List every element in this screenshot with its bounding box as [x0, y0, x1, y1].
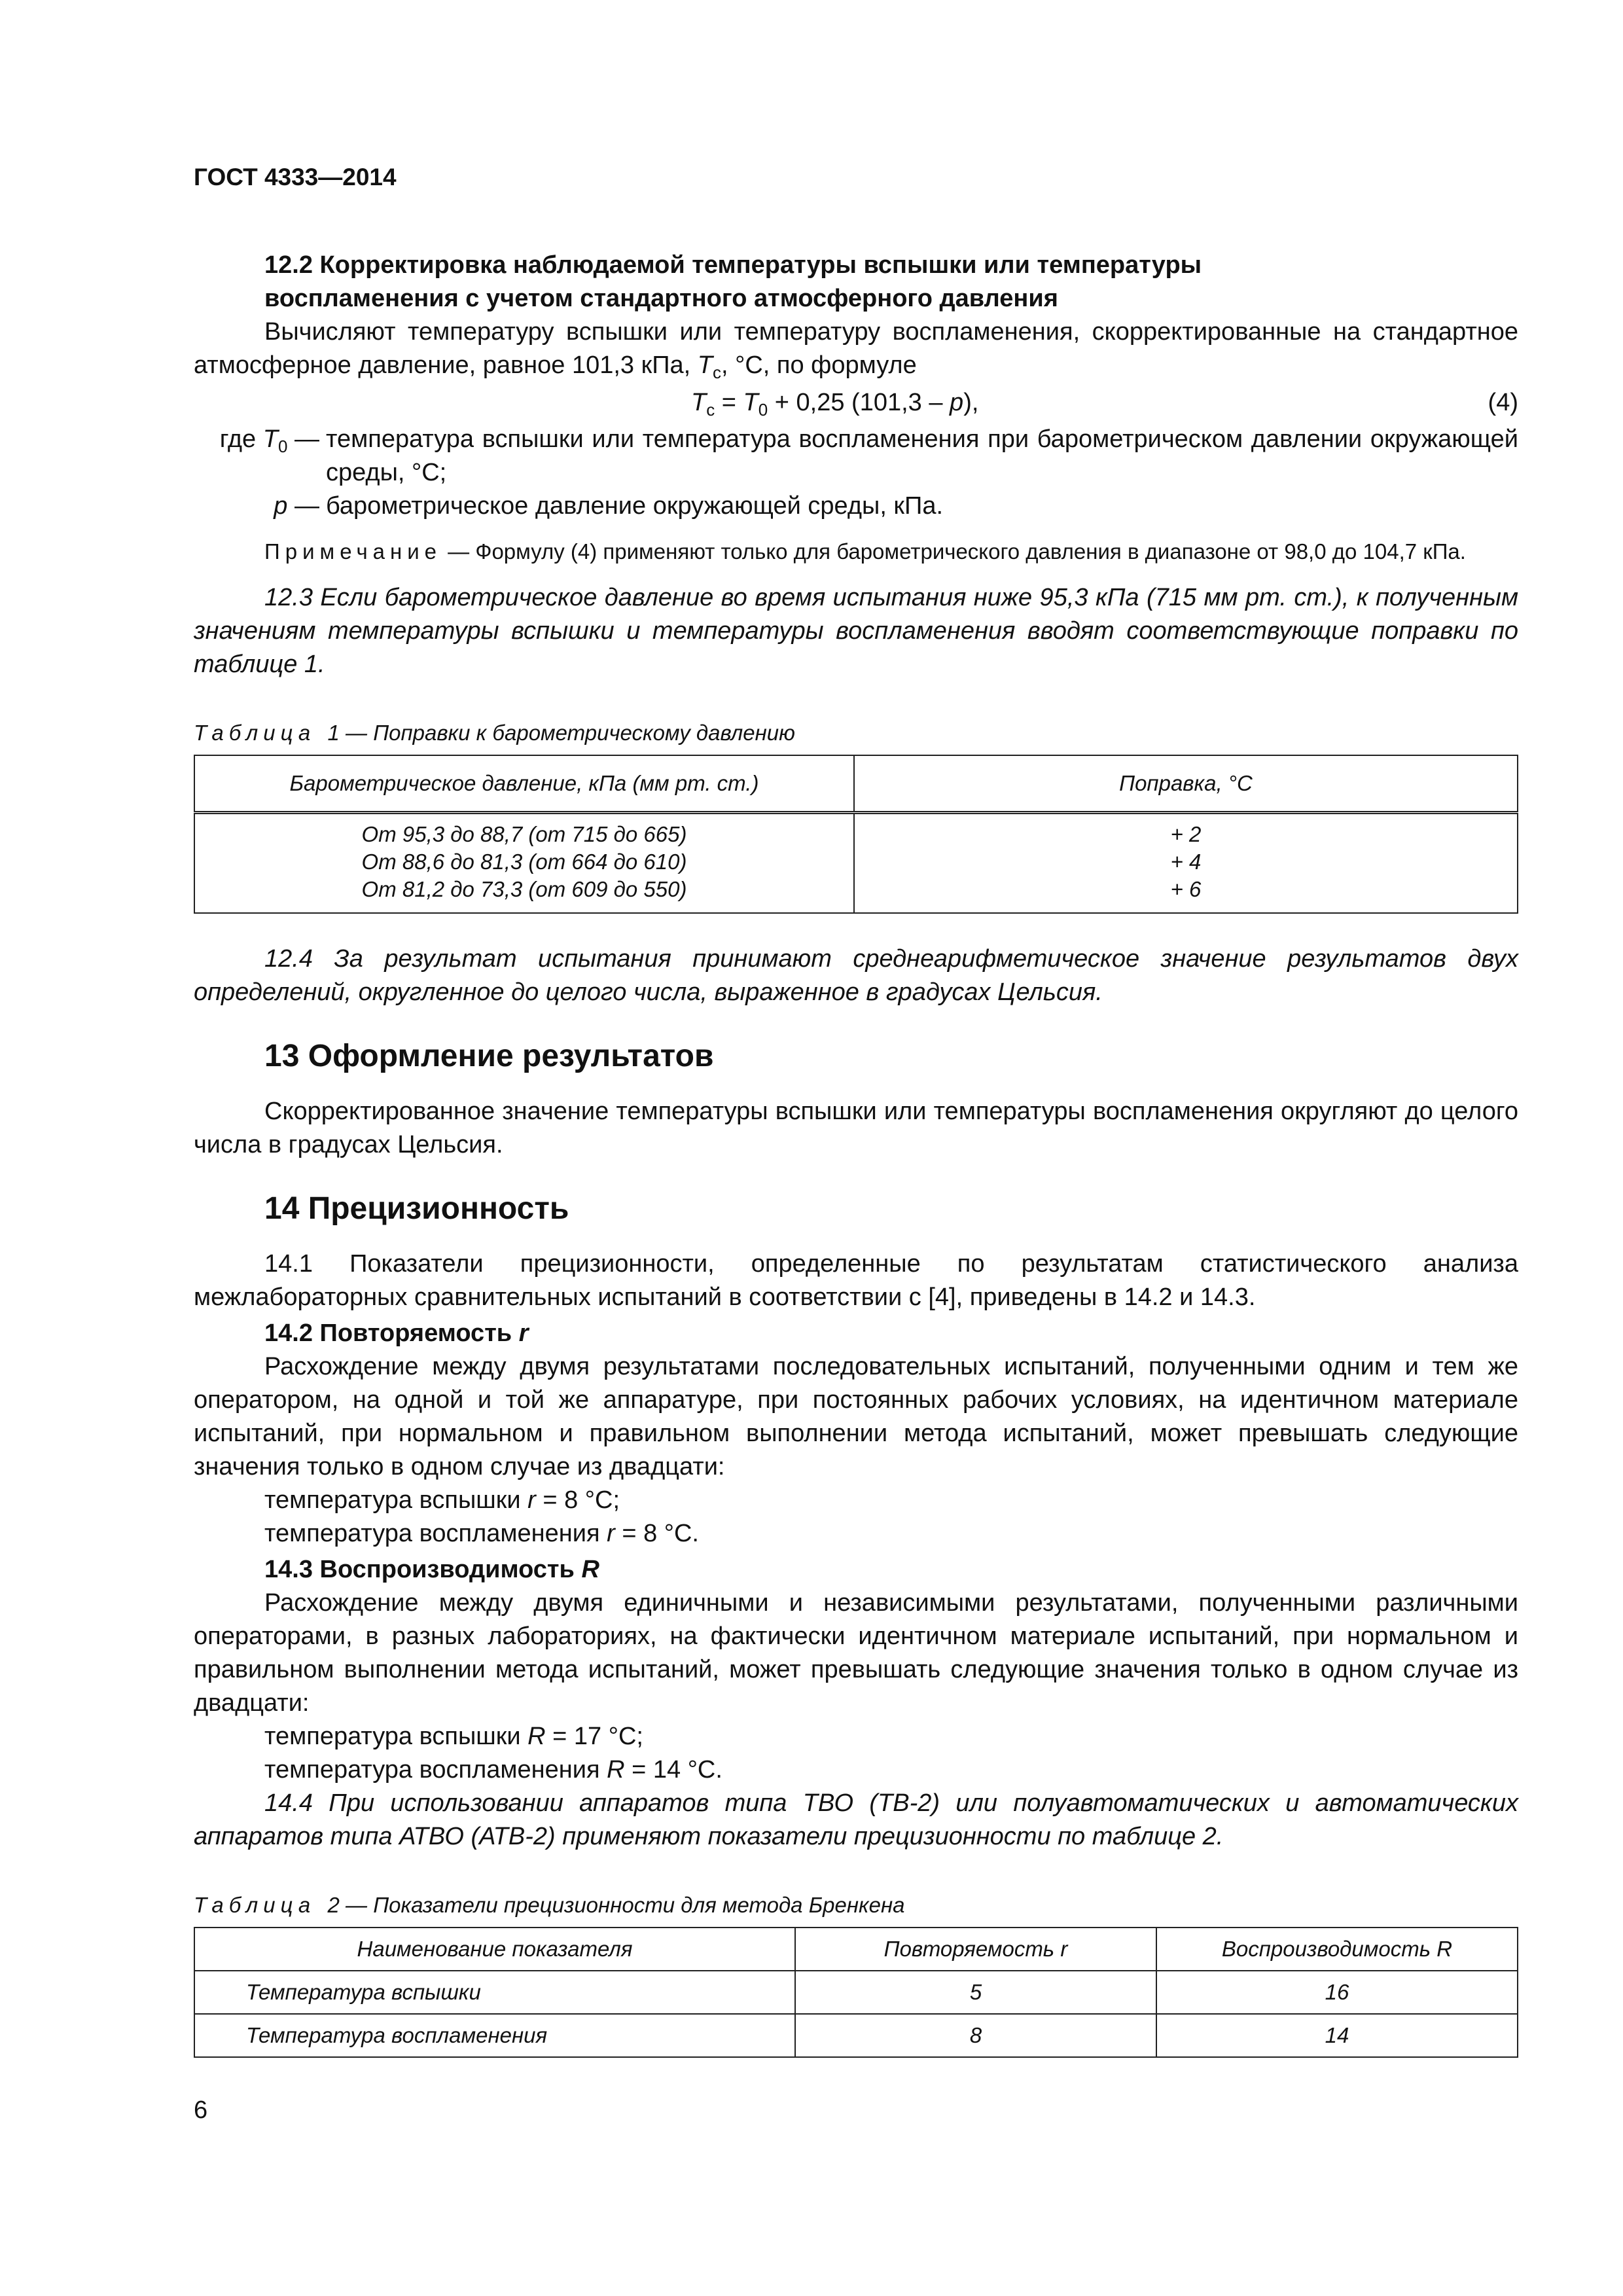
section-14-4: 14.4 При использовании аппаратов типа ТВО (ТВ-2) или полуавтоматических и автоматических аппаратов типа АТВО (АТВ-2) применяют показатели прецизионности по таблице 2. — [194, 1789, 1518, 1850]
section-12-2-title-line1: 12.2 Корректировка наблюдаемой температуры вспышки или температуры — [264, 251, 1202, 279]
note: Примечание — Формулу (4) применяют только для барометрического давления в диапазоне от 98,0 до 104,7 кПа. — [264, 539, 1466, 564]
definition-p: p — барометрическое давление окружающей среды, кПа. — [274, 492, 944, 520]
list-item: температура вспышки r = 8 °С; — [264, 1486, 620, 1514]
section-14-2-text: Расхождение между двумя результатами последовательных испытаний, полученными одним и тем же оператором, на одной и той же аппаратуре, при постоянных рабочих условиях, на идентичном материале испытаний, при нормальном и правильном выполнении метода испытаний, может превышать следующие значения только в одном случае из двадцати: — [194, 1353, 1518, 1480]
formula-definitions — [194, 423, 1518, 523]
formula-body: $T_c = T_0 + 0,25$ (101,3 – p), — [691, 389, 979, 420]
list-item: температура воспламенения r = 8 °С. — [264, 1520, 699, 1547]
section-14-2-title: 14.2 Повторяемость r — [264, 1319, 529, 1347]
section-13-text: Скорректированное значение температуры вспышки или температуры воспламенения округляют до целого числа в градусах Цельсия. — [194, 1098, 1518, 1158]
section-13-title: 13 Оформление результатов — [264, 1039, 714, 1073]
list-item: температура вспышки R = 17 °С; — [264, 1723, 643, 1750]
definition-t0: где $T_0$ — температура вспышки или температура воспламенения при барометрическом давлении окружающей среды, °С; — [219, 425, 1518, 486]
table-1-header-pressure: Барометрическое давление, кПа (мм рт. ст.) — [194, 755, 854, 813]
section-12-3: 12.3 Если барометрическое давление во время испытания ниже 95,3 кПа (715 мм рт. ст.), к полученным значениям температуры вспышки и температуры воспламенения вводят соответствующие поправки по таблице 1. — [194, 584, 1518, 678]
section-14-3-title: 14.3 Воспроизводимость R — [264, 1556, 599, 1583]
document-page — [194, 164, 1518, 2058]
section-14-3-text: Расхождение между двумя единичными и независимыми результатами, полученными различными операторами, в разных лабораториях, на фактически идентичном материале испытаний, при нормальном и правильном выполнении метода испытаний, может превышать следующие значения только в одном случае из двадцати: — [194, 1589, 1518, 1717]
formula-number: (4) — [1488, 389, 1518, 416]
table-2 — [194, 1927, 1518, 2058]
table-row: От 95,3 до 88,7 (от 715 до 665) От 88,6 до 81,3 (от 664 до 610) От 81,2 до 73,3 (от 609 до 550) + 2 + 4 + 6 — [194, 813, 1518, 914]
table-2-caption: Таблица 2 — Показатели прецизионности для метода Бренкена — [194, 1893, 905, 1917]
repeatability-values — [194, 1484, 1518, 1551]
formula-4 — [194, 382, 1518, 423]
reproducibility-values — [194, 1720, 1518, 1787]
section-12-4: 12.4 За результат испытания принимают среднеарифметическое значение результатов двух определений, округленное до целого числа, выраженное в градусах Цельсия. — [194, 945, 1518, 1006]
section-12-2-title-line2: воспламенения с учетом стандартного атмосферного давления — [264, 285, 1058, 312]
table-2-header-name: Наименование показателя — [194, 1928, 795, 1971]
table-1 — [194, 755, 1518, 914]
table-1-header-correction: Поправка, °С — [854, 755, 1518, 813]
table-row: Температура вспышки 5 16 — [194, 1971, 1518, 2014]
table-row: Температура воспламенения 8 14 — [194, 2014, 1518, 2057]
table-2-header-repeatability: Повторяемость r — [795, 1928, 1156, 1971]
document-header: ГОСТ 4333—2014 — [194, 164, 397, 190]
list-item: температура воспламенения R = 14 °С. — [264, 1756, 722, 1784]
section-12-2-text: Вычисляют температуру вспышки или температуру воспламенения, скорректированные на стандартное атмосферное давление, равное 101,3 кПа, $T_c$, °С, по формуле — [194, 318, 1518, 382]
section-14-1: 14.1 Показатели прецизионности, определенные по результатам статистического анализа межлабораторных сравнительных испытаний в соответствии с [4], приведены в 14.2 и 14.3. — [194, 1250, 1518, 1311]
table-2-header-reproducibility: Воспроизводимость R — [1156, 1928, 1518, 1971]
page-number: 6 — [194, 2096, 208, 2124]
table-1-caption: Таблица 1 — Поправки к барометрическому давлению — [194, 721, 795, 745]
section-14-title: 14 Прецизионность — [264, 1191, 569, 1226]
